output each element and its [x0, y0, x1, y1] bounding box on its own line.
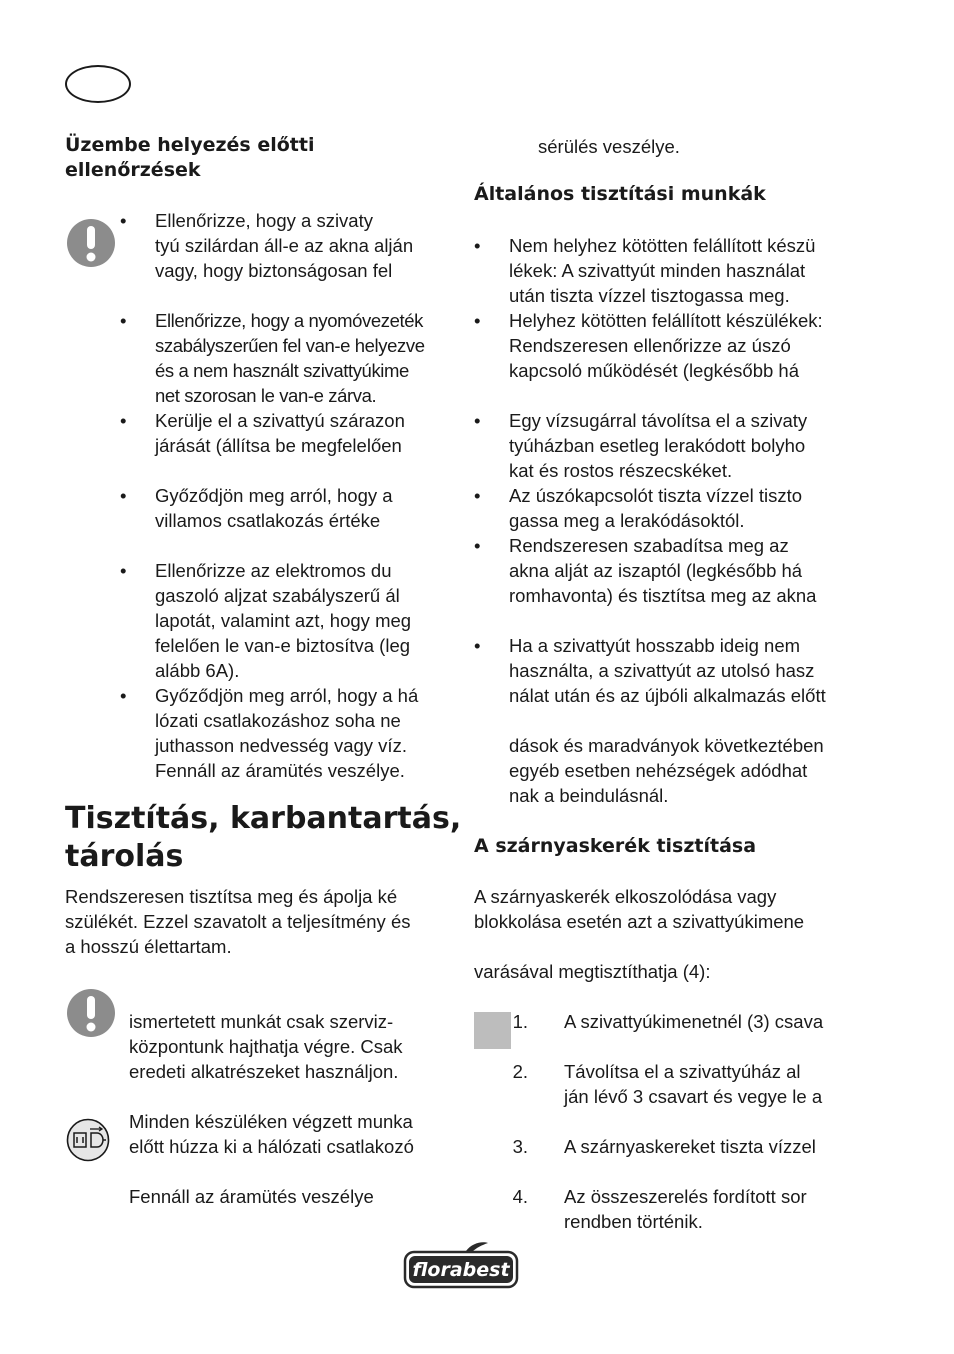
list-item: • Rendszeresen szabadítsa meg az akna alját az iszaptól (legkésőbb há romhavonta) és tisztítsa meg az akna	[474, 535, 817, 606]
impeller-steps	[474, 1009, 894, 1234]
florabest-logo	[402, 1241, 520, 1291]
section-heading-general-cleaning: Általános tisztítási munkák	[474, 183, 766, 205]
language-code-oval	[65, 65, 131, 103]
continued-text: sérülés veszélye.	[538, 136, 680, 157]
list-item: • Helyhez kötötten felállított készülékek: Rendszeresen ellenőrizze az úszó kapcsoló működését (legkésőbb há	[474, 310, 823, 381]
list-item: • Kerülje el a szivattyú szárazon járását (állítsa be megfelelően	[120, 410, 405, 456]
exclamation-circle-icon	[66, 218, 116, 268]
section-heading-impeller: A szárnyaskerék tisztítása	[474, 835, 757, 857]
exclamation-circle-icon	[66, 988, 116, 1038]
list-item: 3. A szárnyaskereket tiszta vízzel	[512, 1136, 816, 1157]
list-item: • Nem helyhez kötötten felállított készü lékek: A szivattyút minden használat után tiszta vízzel tisztogassa meg.	[474, 235, 816, 306]
list-item: • Ellenőrizze az elektromos du gaszoló aljzat szabályszerű ál lapotát, valamint azt, hogy meg felelően le van-e biztosítva (leg alább 6A).	[120, 560, 412, 681]
list-item: • Ellenőrizze, hogy a szivaty tyú szilárdan áll-e az akna alján vagy, hogy biztonságosan fel	[120, 210, 414, 281]
general-cleaning-list	[474, 233, 894, 808]
list-item: 1. A szivattyúkimenetnél (3) csava	[512, 1011, 824, 1032]
list-item: • Az úszókapcsolót tiszta vízzel tiszto gassa meg a lerakódásoktól.	[474, 485, 803, 531]
unplug-icon	[66, 1118, 110, 1162]
list-item: 2. Távolítsa el a szivattyúház al ján lévő 3 csavart és vegye le a	[512, 1061, 823, 1107]
list-item: • Ellenőrizze, hogy a nyomóvezeték szabályszerűen fel van-e helyezve és a nem használt szivattyúkime net szorosan le van-e zárva.	[120, 310, 425, 406]
list-item: • Győződjön meg arról, hogy a há lózati csatlakozáshoz soha ne juthasson nedvesség vagy víz. Fennáll az áramütés veszélye.	[120, 685, 419, 781]
pre-check-list	[120, 208, 460, 783]
section-heading-pre-checks: Üzembe helyezés előtti ellenőrzések	[65, 134, 315, 181]
section-heading-cleaning: Tisztítás, karbantartás, tárolás	[65, 801, 462, 874]
list-item: • Győződjön meg arról, hogy a villamos csatlakozás értéke	[120, 485, 393, 531]
impeller-intro: A szárnyaskerék elkoszolódása vagy blokkolása esetén azt a szivattyúkimene varásával megtisztíthatja (4):	[474, 886, 805, 982]
warning-text: ismertetett munkát csak szerviz- központunk hajthatja végre. Csak eredeti alkatrészeket használjon.	[129, 1011, 403, 1082]
list-item: • Egy vízsugárral távolítsa el a szivaty tyúházban esetleg lerakódott bolyho kat és rostos részecskéket.	[474, 410, 808, 481]
svg-text:florabest: florabest	[412, 1259, 510, 1281]
list-item: 4. Az összeszerelés fordított sor rendben történik.	[512, 1186, 807, 1232]
cleaning-intro: Rendszeresen tisztítsa meg és ápolja ké szülékét. Ezzel szavatolt a teljesítmény és a hosszú élettartam.	[65, 886, 411, 957]
list-item: • Ha a szivattyút hosszabb ideig nem használta, a szivattyút az utolsó hasz nálat után és az újbóli alkalmazás előtt dások és maradványok következtében egyéb esetben nehézségek adódhat nak a beindulásnál.	[474, 635, 826, 806]
unplug-note: Minden készüléken végzett munka előtt húzza ki a hálózati csatlakozó Fennáll az áramütés veszélye	[129, 1111, 414, 1207]
